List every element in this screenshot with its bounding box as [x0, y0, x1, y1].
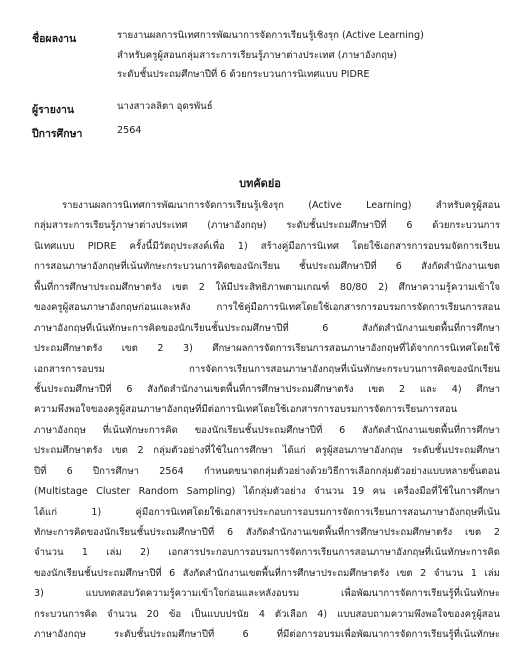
title-line: สำหรับครูผู้สอนกลุ่มสาระการเรียนรู้ภาษาต่างประเทศ (ภาษาอังกฤษ)	[117, 49, 398, 61]
abstract-line: ทักษะการคิดของนักเรียนชั้นประถมศึกษาปีที่ 6 สังกัดสำนักงานเขตพื้นที่การศึกษาประถมศึกษาตรัง เขต 2	[34, 527, 500, 538]
abstract-line: ประถมศึกษาตรัง เขต 2 กลุ่มตัวอย่างที่ใช้ในการศึกษา ได้แก่ ครูผู้สอนภาษาอังกฤษ ระดับชั้นประถมศึกษา	[34, 445, 500, 457]
title-value	[117, 26, 497, 85]
abstract-line: ความพึงพอใจของครูผู้สอนภาษาอังกฤษที่มีต่อการนิเทศโดยใช้เอกสารการอบรมการจัดการเรียนการสอน	[34, 404, 458, 416]
reporter-value-wrap	[117, 97, 497, 117]
year-label: ปีการศึกษา	[32, 128, 83, 140]
abstract-line: ชั้นประถมศึกษาปีที่ 6 สังกัดสำนักงานเขตพื้นที่การศึกษาประถมศึกษาตรัง เขต 2 และ 4) ศึกษา	[34, 383, 500, 395]
year-value: 2564	[117, 125, 142, 136]
abstract-line: นิเทศแบบ PIDRE ครั้งนี้มีวัตถุประสงค์เพื่อ 1) สร้างคู่มือการนิเทศ โดยใช้เอกสารการอบรมจัดการเรียน	[34, 240, 500, 252]
abstract-line: (Multistage Cluster Random Sampling) ได้กลุ่มตัวอย่าง จำนวน 19 คน เครื่องมือที่ใช้ในการศึกษา	[34, 486, 500, 498]
abstract-line: การสอนภาษาอังกฤษที่เน้นทักษะกระบวนการคิดของนักเรียน ชั้นประถมศึกษาปีที่ 6 สังกัดสำนักงานเขต	[34, 261, 500, 273]
abstract-line: ของนักเรียนชั้นประถมศึกษาปีที่ 6 สังกัดสำนักงานเขตพื้นที่การศึกษาประถมศึกษาตรัง เขต 2 จำนวน 1 เล่ม	[34, 567, 500, 579]
reporter-value: นางสาวลลิตา อุดรพันธ์	[117, 101, 213, 112]
title-label: ชื่อผลงาน	[32, 33, 77, 45]
abstract-line: กลุ่มสาระการเรียนรู้ภาษาต่างประเทศ (ภาษาอังกฤษ) ระดับชั้นประถมศึกษาปีที่ 6 ด้วยกระบวนการ	[34, 220, 500, 232]
title-line: รายงานผลการนิเทศการพัฒนาการจัดการเรียนรู้เชิงรุก (Active Learning)	[117, 30, 424, 41]
abstract-line: ภาษาอังกฤษที่เน้นทักษะการคิดของนักเรียนชั้นประถมศึกษาปีที่ 6 สังกัดสำนักงานเขตพื้นที่การศึกษา	[34, 322, 500, 334]
abstract-line: ภาษาอังกฤษ ระดับชั้นประถมศึกษาปีที่ 6 ที่มีต่อการอบรมเพื่อพัฒนาการจัดการเรียนรู้ที่เน้นทักษะ	[34, 629, 500, 641]
abstract-line: พื้นที่การศึกษาประถมศึกษาตรัง เขต 2 ให้มีประสิทธิภาพตามเกณฑ์ 80/80 2) ศึกษาความรู้ความเข้าใจ	[34, 281, 500, 293]
abstract-line: รายงานผลการนิเทศการพัฒนาการจัดการเรียนรู้เชิงรุก (Active Learning) สำหรับครูผู้สอน	[62, 200, 500, 211]
title-line: ระดับชั้นประถมศึกษาปีที่ 6 ด้วยกระบวนการนิเทศแบบ PIDRE	[117, 69, 370, 80]
abstract-line: ได้แก่ 1) คู่มือการนิเทศโดยใช้เอกสารประกอบการอบรมการจัดการเรียนการสอนภาษาอังกฤษที่เน้น	[34, 506, 500, 518]
abstract-line: ปีที่ 6 ปีการศึกษา 2564 กำหนดขนาดกลุ่มตัวอย่างด้วยวิธีการเลือกกลุ่มตัวอย่างแบบหลายขั้นตอน	[34, 465, 500, 477]
abstract-line: ภาษาอังกฤษ ที่เน้นทักษะการคิด ของนักเรียนชั้นประถมศึกษาปีที่ 6 สังกัดสำนักงานเขตพื้นที่การศึกษา	[34, 424, 500, 436]
abstract-line: เอกสารการอบรม การจัดการเรียนการสอนภาษาอังกฤษที่เน้นทักษะกระบวนการคิดของนักเรียน	[34, 363, 500, 375]
abstract-line: กระบวนการคิด จำนวน 20 ข้อ เป็นแบบปรนัย 4 ตัวเลือก 4) แบบสอบถามความพึงพอใจของครูผู้สอน	[34, 608, 500, 620]
abstract-line: 3) แบบทดสอบวัดความรู้ความเข้าใจก่อนและหลังอบรม เพื่อพัฒนาการจัดการเรียนรู้ที่เน้นทักษะ	[34, 588, 500, 600]
abstract-line: ของครูผู้สอนภาษาอังกฤษก่อนและหลัง การใช้คู่มือการนิเทศโดยใช้เอกสารการอบรมการจัดการเรียนการสอน	[34, 302, 500, 314]
abstract-line: ประถมศึกษาตรัง เขต 2 3) ศึกษาผลการจัดการเรียนการสอนภาษาอังกฤษที่ได้จากการนิเทศโดยใช้	[34, 343, 500, 355]
reporter-label: ผู้รายงาน	[32, 104, 75, 116]
abstract-heading: บทคัดย่อ	[239, 177, 281, 190]
abstract-line: จำนวน 1 เล่ม 2) เอกสารประกอบการอบรมการจัดการเรียนการสอนภาษาอังกฤษที่เน้นทักษะการคิด	[34, 547, 500, 559]
year-value-wrap	[117, 121, 497, 141]
abstract-body	[34, 196, 500, 646]
